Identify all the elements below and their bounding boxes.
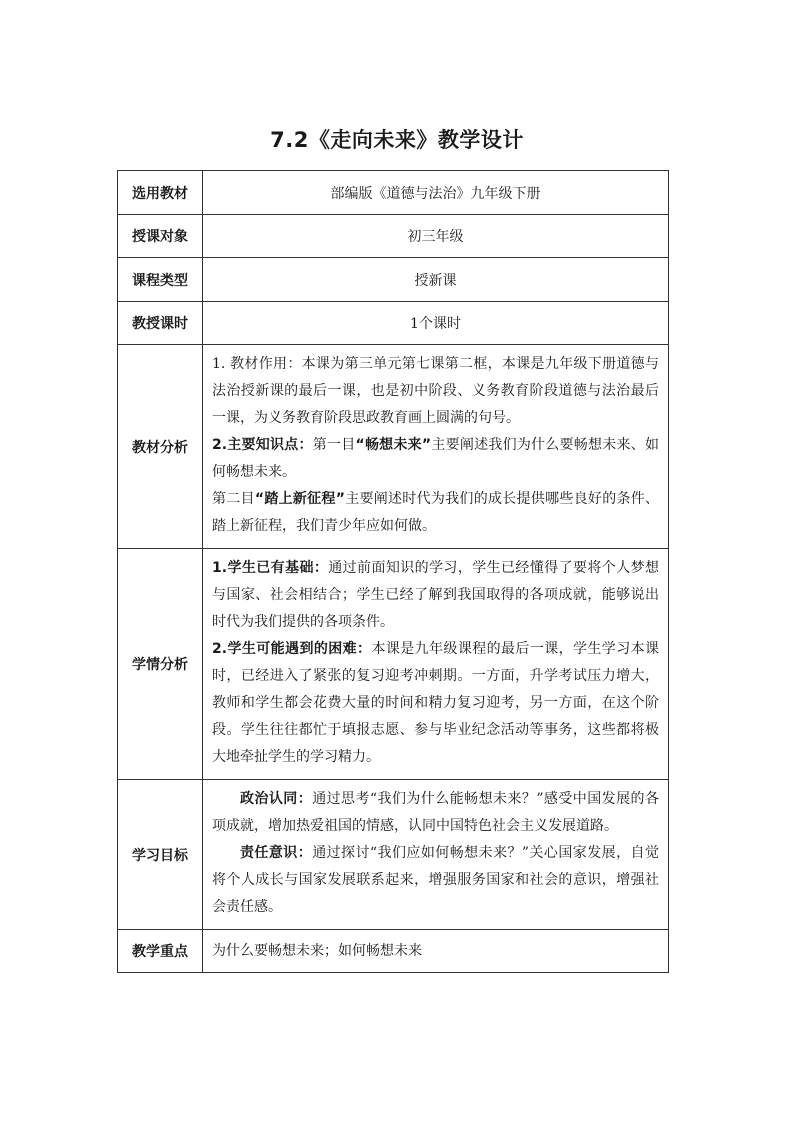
label-students: 学情分析 [118, 549, 203, 780]
document-title: 7.2《走向未来》教学设计 [270, 128, 524, 152]
students-paragraph-1 [212, 555, 659, 636]
content-analysis [203, 345, 669, 549]
goal-political-label: 政治认同： [240, 791, 313, 807]
lesson-plan-table [117, 170, 669, 973]
content-focus: 为什么要畅想未来；如何畅想未来 [203, 930, 669, 973]
goals-paragraph-2 [212, 840, 659, 921]
analysis-p2-text: 主要阐述我们为什么要畅想未来、如何畅想未来。 [212, 437, 660, 480]
label-analysis: 教材分析 [118, 345, 203, 549]
label-course-type: 课程类型 [118, 258, 203, 302]
table-row-goals [118, 780, 669, 930]
goal-responsibility-text: 通过探讨“我们应如何畅想未来？”关心国家发展，自觉将个人成长与国家发展联系起来，增强服务国家和社会的意识，增强社会责任感。 [212, 845, 659, 915]
analysis-topic-1: “畅想未来” [355, 437, 432, 453]
value-audience: 初三年级 [203, 215, 669, 258]
value-hours: 1个课时 [203, 302, 669, 345]
analysis-p3-lead: 第二目 [212, 491, 255, 507]
goal-political-text: 通过思考“我们为什么能畅想未来？”感受中国发展的各项成就，增加热爱祖国的情感，认同中国特色社会主义发展道路。 [212, 791, 659, 834]
analysis-topic-2: “踏上新征程” [254, 491, 345, 507]
goal-responsibility-label: 责任意识： [240, 845, 313, 861]
table-row-hours [118, 302, 669, 345]
analysis-paragraph-2 [212, 432, 659, 486]
label-hours: 教授课时 [118, 302, 203, 345]
students-paragraph-2 [212, 636, 659, 771]
analysis-key-points-label: 2.主要知识点： [212, 437, 313, 453]
analysis-p2-lead: 第一目 [312, 437, 356, 453]
table-row-audience [118, 215, 669, 258]
table-row-textbook [118, 171, 669, 215]
value-textbook: 部编版《道德与法治》九年级下册 [203, 171, 669, 215]
students-basis-label: 1.学生已有基础： [212, 560, 329, 576]
content-students [203, 549, 669, 780]
analysis-paragraph-1: 1. 教材作用：本课为第三单元第七课第二框，本课是九年级下册道德与法治授新课的最后一课，也是初中阶段、义务教育阶段道德与法治最后一课，为义务教育阶段思政教育画上圆满的句号。 [212, 356, 659, 426]
table-row-students [118, 549, 669, 780]
value-course-type: 授新课 [203, 258, 669, 302]
label-goals: 学习目标 [118, 780, 203, 930]
content-goals [203, 780, 669, 930]
analysis-paragraph-3 [212, 486, 659, 540]
table-row-course-type [118, 258, 669, 302]
label-audience: 授课对象 [118, 215, 203, 258]
students-difficulty-label: 2.学生可能遇到的困难： [212, 641, 372, 657]
students-difficulty-text: 本课是九年级课程的最后一课，学生学习本课时，已经进入了紧张的复习迎考冲刺期。一方面，升学考试压力增大，教师和学生都会花费大量的时间和精力复习迎考，另一方面，在这个阶段。学生往往都忙于填报志愿、参与毕业纪念活动等事务，这些都将极大地牵扯学生的学习精力。 [212, 641, 659, 765]
goals-paragraph-1 [212, 786, 659, 840]
table-row-focus [118, 930, 669, 973]
analysis-p3-text: 主要阐述时代为我们的成长提供哪些良好的条件、踏上新征程，我们青少年应如何做。 [212, 491, 660, 534]
label-focus: 教学重点 [118, 930, 203, 973]
table-row-analysis [118, 345, 669, 549]
students-basis-text: 通过前面知识的学习，学生已经懂得了要将个人梦想与国家、社会相结合；学生已经了解到我国取得的各项成就，能够说出时代为我们提供的各项条件。 [212, 560, 660, 630]
label-textbook: 选用教材 [118, 171, 203, 215]
